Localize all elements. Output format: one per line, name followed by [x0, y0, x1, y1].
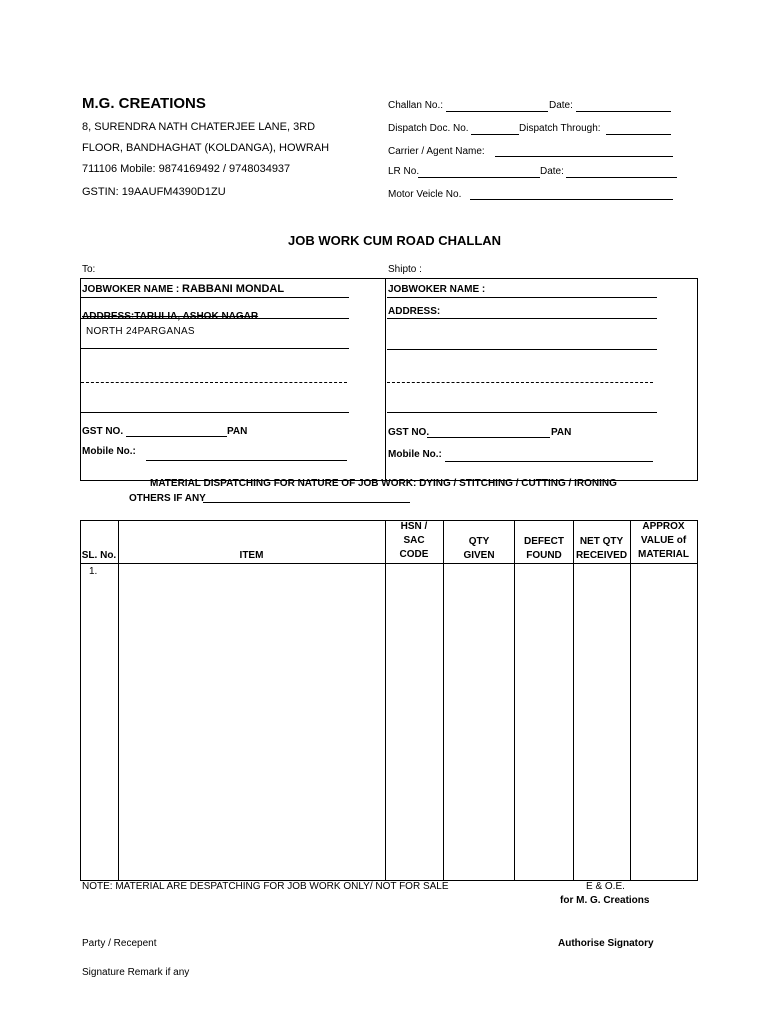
col-divider-2 [385, 520, 386, 880]
to-jobworker-line [81, 297, 349, 298]
challan-no-label: Challan No.: [388, 100, 444, 111]
col-divider-5 [573, 520, 574, 880]
items-table [80, 520, 698, 881]
to-gst-label: GST NO. [82, 426, 124, 437]
signature-remark: Signature Remark if any [82, 967, 190, 978]
carrier-label: Carrier / Agent Name: [388, 146, 485, 157]
col-header-item: ITEM [239, 550, 264, 561]
to-jobworker-label [82, 283, 284, 295]
ship-gst-label: GST NO. [388, 427, 430, 438]
ship-address-line [387, 318, 657, 319]
company-address-line1: 8, SURENDRA NATH CHATERJEE LANE, 3RD [82, 121, 316, 133]
to-blank-line [81, 412, 349, 413]
to-mobile-field[interactable] [146, 460, 347, 461]
to-jobworker-value[interactable]: RABBANI MONDAL [182, 283, 285, 295]
to-address-line [81, 318, 349, 319]
to-address[interactable]: ADDRESS:TARULIA, ASHOK NAGAR [82, 311, 259, 322]
col-header-approx: APPROX VALUE of MATERIAL [638, 521, 689, 560]
company-address-line2: FLOOR, BANDHAGHAT (KOLDANGA), HOWRAH [82, 142, 330, 154]
motor-vehicle-field[interactable] [470, 199, 673, 200]
col-header-net: NET QTY RECEIVED [575, 536, 628, 561]
dispatch-doc-field[interactable] [471, 134, 519, 135]
dispatch-through-field[interactable] [606, 134, 671, 135]
authorise-signatory: Authorise Signatory [558, 938, 654, 949]
col-divider-3 [443, 520, 444, 880]
carrier-field[interactable] [495, 156, 673, 157]
date2-field[interactable] [566, 177, 677, 178]
company-gstin: GSTIN: 19AAUFM4390D1ZU [82, 186, 226, 198]
col-header-qty: QTY GIVEN [463, 536, 495, 561]
col-header-defect: DEFECT FOUND [524, 536, 564, 561]
ship-mobile-label: Mobile No.: [388, 449, 442, 460]
material-line2: OTHERS IF ANY [129, 493, 206, 504]
to-jobworker-label-text: JOBWOKER NAME : [82, 284, 180, 295]
lr-no-label: LR No. [388, 166, 420, 177]
address-divider [385, 278, 386, 480]
others-field[interactable] [203, 502, 410, 503]
date1-label: Date: [549, 100, 573, 111]
dispatch-doc-label: Dispatch Doc. No. [388, 123, 469, 134]
lr-no-field[interactable] [418, 177, 540, 178]
to-pan-label: PAN [227, 426, 248, 437]
to-dash-line [81, 382, 347, 383]
ship-dash-line [387, 382, 653, 383]
ship-blank-line [387, 412, 657, 413]
challan-no-field[interactable] [446, 111, 548, 112]
for-company: for M. G. Creations [560, 895, 650, 906]
company-name: M.G. CREATIONS [82, 95, 206, 112]
ship-address-line2 [387, 349, 657, 350]
to-label: To: [82, 264, 96, 275]
dispatch-through-label: Dispatch Through: [519, 123, 601, 134]
to-mobile-label: Mobile No.: [82, 446, 136, 457]
date2-label: Date: [540, 166, 564, 177]
party-recepent: Party / Recepent [82, 938, 157, 949]
ship-address-label: ADDRESS: [388, 306, 441, 317]
date1-field[interactable] [576, 111, 671, 112]
row-1-sl: 1. [89, 566, 98, 577]
footer-note: NOTE: MATERIAL ARE DESPATCHING FOR JOB WORK ONLY/ NOT FOR SALE [82, 881, 449, 892]
ship-pan-label: PAN [551, 427, 572, 438]
ship-jobworker-label: JOBWOKER NAME : [388, 284, 486, 295]
col-header-hsn: HSN / SAC CODE [399, 521, 429, 560]
col-header-sl: SL. No. [81, 550, 117, 561]
ship-jobworker-line [387, 297, 657, 298]
to-address-line2-rule [81, 348, 349, 349]
eoe-text: E & O.E. [586, 881, 625, 892]
material-line1: MATERIAL DISPATCHING FOR NATURE OF JOB WORK: DYING / STITCHING / CUTTING / IRONING [150, 478, 617, 489]
to-gst-field[interactable] [126, 436, 227, 437]
shipto-label: Shipto : [388, 264, 422, 275]
col-divider-4 [514, 520, 515, 880]
ship-gst-field[interactable] [427, 437, 550, 438]
col-divider-1 [118, 520, 119, 880]
to-address-line2[interactable]: NORTH 24PARGANAS [86, 326, 195, 337]
company-address-line3: 711106 Mobile: 9874169492 / 9748034937 [82, 163, 291, 175]
ship-mobile-field[interactable] [445, 461, 653, 462]
table-header-rule [80, 563, 697, 564]
page-title: JOB WORK CUM ROAD CHALLAN [288, 233, 502, 248]
motor-vehicle-label: Motor Veicle No. [388, 189, 462, 200]
col-divider-6 [630, 520, 631, 880]
